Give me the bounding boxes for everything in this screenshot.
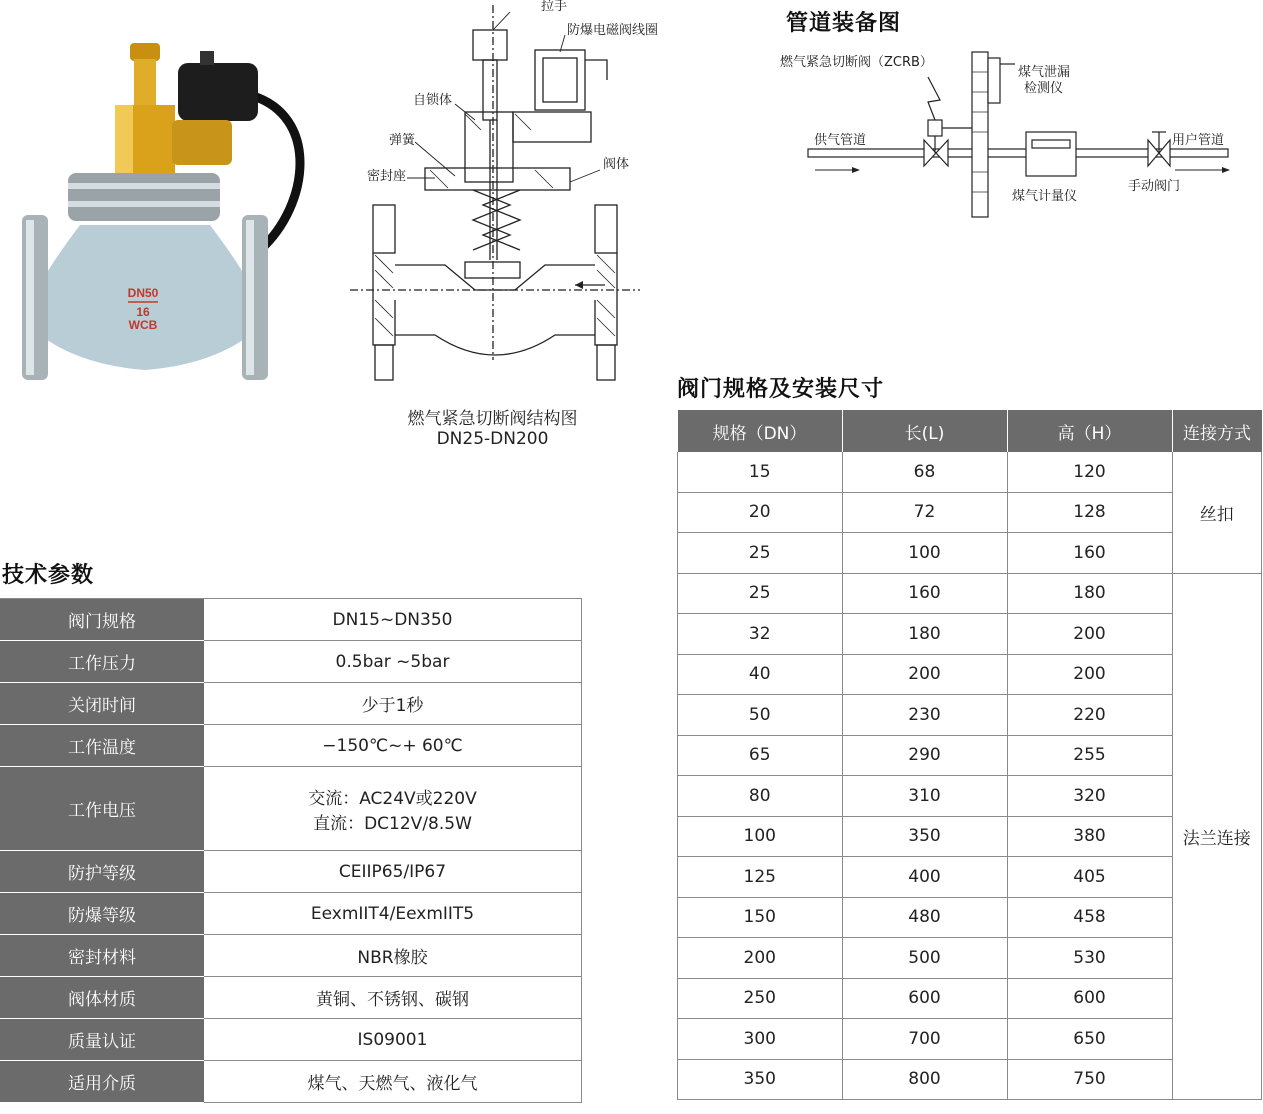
spec-cell-dn: 25: [678, 533, 843, 574]
tech-param-row: [0, 893, 582, 935]
spec-cell-length: 180: [842, 614, 1007, 655]
spec-cell-height: 200: [1007, 614, 1172, 655]
label-leak-detector-1: 煤气泄漏: [1018, 65, 1071, 80]
spec-cell-connection: 丝扣: [1172, 452, 1262, 573]
tech-param-row: [0, 1061, 582, 1103]
spec-cell-dn: 200: [678, 938, 843, 979]
header-height: 高（H）: [1007, 410, 1172, 452]
label-supply-pipe: 供气管道: [814, 133, 867, 148]
label-user-pipe: 用户管道: [1172, 133, 1225, 148]
spec-cell-height: 180: [1007, 573, 1172, 614]
spec-cell-height: 255: [1007, 735, 1172, 776]
tech-param-key: 防护等级: [0, 851, 204, 893]
tech-param-value: DN15~DN350: [204, 599, 582, 641]
header-dn: 规格（DN）: [678, 410, 843, 452]
spec-cell-height: 160: [1007, 533, 1172, 574]
spec-cell-dn: 32: [678, 614, 843, 655]
tech-param-row: [0, 977, 582, 1019]
spec-cell-height: 530: [1007, 938, 1172, 979]
spec-cell-height: 128: [1007, 492, 1172, 533]
tech-param-key: 质量认证: [0, 1019, 204, 1061]
label-coil: 防爆电磁阀线圈: [567, 23, 659, 38]
tech-param-row: [0, 767, 582, 851]
tech-params-table: [0, 598, 582, 1103]
tech-param-key: 阀门规格: [0, 599, 204, 641]
spec-cell-length: 700: [842, 1019, 1007, 1060]
tech-params-title: 技术参数: [2, 563, 95, 588]
label-valve-body: 阀体: [603, 157, 630, 172]
spec-cell-length: 160: [842, 573, 1007, 614]
tech-param-value: EexmIIT4/EexmIIT5: [204, 893, 582, 935]
label-seal-seat: 密封座: [367, 169, 407, 184]
spec-cell-length: 290: [842, 735, 1007, 776]
tech-param-value: −150℃~+ 60℃: [204, 725, 582, 767]
valve-product-photo: [20, 35, 310, 385]
spec-cell-dn: 25: [678, 573, 843, 614]
body-mark-pn: 16: [136, 305, 150, 319]
label-gas-meter: 煤气计量仪: [1012, 189, 1078, 204]
tech-param-key: 阀体材质: [0, 977, 204, 1019]
spec-cell-dn: 40: [678, 654, 843, 695]
spec-cell-height: 380: [1007, 816, 1172, 857]
label-handle: 拉手: [541, 0, 568, 14]
spec-cell-length: 400: [842, 857, 1007, 898]
spec-cell-dn: 250: [678, 978, 843, 1019]
tech-param-value-line: 交流：AC24V或220V: [308, 788, 477, 809]
spec-cell-length: 200: [842, 654, 1007, 695]
spec-cell-dn: 15: [678, 452, 843, 492]
body-mark-dn: DN50: [127, 286, 159, 300]
spec-cell-dn: 300: [678, 1019, 843, 1060]
spec-cell-length: 480: [842, 897, 1007, 938]
spec-cell-length: 72: [842, 492, 1007, 533]
tech-param-value: 黄铜、不锈钢、碳钢: [204, 977, 582, 1019]
structure-caption-range: DN25-DN200: [436, 429, 549, 449]
label-spring: 弹簧: [389, 133, 416, 148]
spec-table: [677, 410, 1262, 1100]
valve-structure-diagram: [345, 0, 659, 390]
spec-cell-length: 800: [842, 1059, 1007, 1100]
spec-cell-dn: 50: [678, 695, 843, 736]
tech-param-row: [0, 851, 582, 893]
tech-param-value: 0.5bar ~5bar: [204, 641, 582, 683]
label-leak-detector-2: 检测仪: [1024, 81, 1064, 96]
spec-cell-dn: 65: [678, 735, 843, 776]
spec-cell-length: 600: [842, 978, 1007, 1019]
header-connection: 连接方式: [1172, 410, 1262, 452]
spec-cell-height: 750: [1007, 1059, 1172, 1100]
label-manual-valve: 手动阀门: [1128, 179, 1181, 194]
tech-param-key: 密封材料: [0, 935, 204, 977]
spec-table-header-row: [678, 410, 1262, 452]
pipeline-diagram: [780, 42, 1240, 222]
header-length: 长(L): [842, 410, 1007, 452]
tech-param-key: 工作电压: [0, 767, 204, 851]
spec-cell-length: 310: [842, 776, 1007, 817]
spec-cell-dn: 350: [678, 1059, 843, 1100]
tech-param-value: [204, 767, 582, 851]
spec-cell-height: 200: [1007, 654, 1172, 695]
tech-param-key: 适用介质: [0, 1061, 204, 1103]
spec-cell-height: 458: [1007, 897, 1172, 938]
tech-param-key: 工作温度: [0, 725, 204, 767]
spec-cell-dn: 100: [678, 816, 843, 857]
spec-cell-length: 500: [842, 938, 1007, 979]
tech-param-row: [0, 683, 582, 725]
tech-param-row: [0, 725, 582, 767]
structure-caption: [365, 404, 620, 449]
tech-param-key: 防爆等级: [0, 893, 204, 935]
spec-cell-height: 405: [1007, 857, 1172, 898]
spec-cell-height: 220: [1007, 695, 1172, 736]
spec-cell-connection: 法兰连接: [1172, 573, 1262, 1100]
spec-cell-dn: 125: [678, 857, 843, 898]
spec-cell-dn: 150: [678, 897, 843, 938]
tech-param-key: 工作压力: [0, 641, 204, 683]
label-self-lock: 自锁体: [413, 93, 453, 108]
spec-cell-height: 600: [1007, 978, 1172, 1019]
tech-param-row: [0, 599, 582, 641]
tech-param-value: NBR橡胶: [204, 935, 582, 977]
tech-param-row: [0, 1019, 582, 1061]
spec-cell-length: 350: [842, 816, 1007, 857]
tech-param-value: 少于1秒: [204, 683, 582, 725]
spec-table-row: [678, 573, 1262, 614]
spec-cell-height: 320: [1007, 776, 1172, 817]
tech-param-row: [0, 935, 582, 977]
spec-cell-length: 100: [842, 533, 1007, 574]
spec-cell-length: 68: [842, 452, 1007, 492]
tech-param-value: 煤气、天燃气、液化气: [204, 1061, 582, 1103]
label-shutoff-valve: 燃气紧急切断阀（ZCRB）: [780, 55, 933, 70]
tech-param-value-line: 直流：DC12V/8.5W: [313, 813, 472, 834]
spec-cell-dn: 20: [678, 492, 843, 533]
spec-cell-height: 650: [1007, 1019, 1172, 1060]
spec-cell-length: 230: [842, 695, 1007, 736]
body-mark-material: WCB: [128, 318, 158, 332]
tech-param-value: CEIIP65/IP67: [204, 851, 582, 893]
tech-param-key: 关闭时间: [0, 683, 204, 725]
tech-param-value: IS09001: [204, 1019, 582, 1061]
pipeline-title: 管道装备图: [786, 11, 902, 36]
spec-table-title: 阀门规格及安装尺寸: [677, 377, 885, 402]
spec-cell-dn: 80: [678, 776, 843, 817]
spec-cell-height: 120: [1007, 452, 1172, 492]
structure-caption-title: 燃气紧急切断阀结构图: [407, 409, 578, 429]
spec-table-row: [678, 452, 1262, 492]
tech-param-row: [0, 641, 582, 683]
